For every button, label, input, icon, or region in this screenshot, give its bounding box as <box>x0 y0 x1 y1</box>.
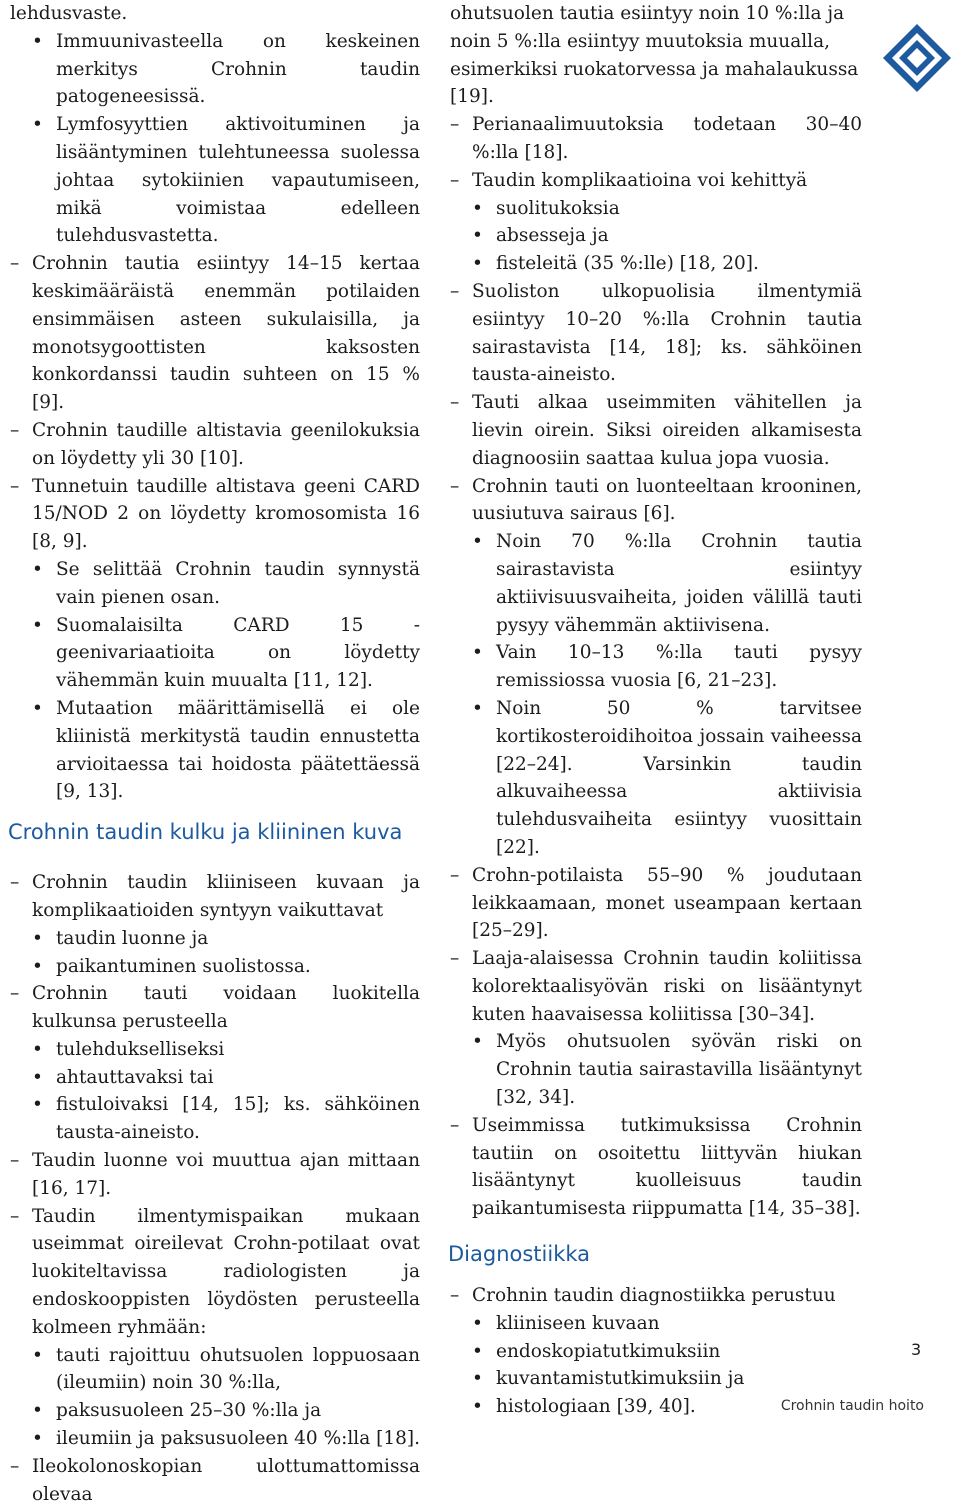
item-text: histologiaan [39, 40]. <box>496 1396 696 1418</box>
dash-marker: – <box>450 1114 460 1136</box>
item-text: Lymfosyyttien aktivoituminen ja lisääntyminen tulehtuneessa suolessa johtaa sytokiinien vapautumiseen, mikä voimistaa edelleen tulehdusvastetta. <box>56 114 420 247</box>
item-text: Useimmissa tutkimuksissa Crohnin tautiin on osoitettu liittyvän hiukan lisääntynyt kuolleisuus taudin paikantumisesta riippumatta [14, 35–38]. <box>472 1114 862 1220</box>
bullet-item <box>10 953 420 981</box>
item-text: lehdusvaste. <box>10 3 128 24</box>
item-text: paksusuoleen 25–30 %:lla ja <box>56 1400 322 1422</box>
bullet-marker: • <box>472 642 483 664</box>
bullet-item <box>450 639 862 695</box>
bullet-marker: • <box>32 697 43 719</box>
dash-item <box>450 111 862 167</box>
left-column <box>10 0 420 1508</box>
bullet-item <box>450 1028 862 1111</box>
bullet-marker: • <box>32 927 43 949</box>
bullet-item <box>10 556 420 612</box>
dash-marker: – <box>10 1205 20 1227</box>
item-text: Laaja-alaisessa Crohnin taudin koliitissa kolorektaalisyövän riski on lisääntynyt kuten haavaisessa koliitissa [30–34]. <box>472 948 862 1025</box>
bullet-marker: • <box>472 531 483 553</box>
bullet-marker: • <box>472 253 483 275</box>
item-text: Crohnin taudin kliiniseen kuvaan ja komplikaatioiden syntyyn vaikuttavat <box>32 872 420 921</box>
bullet-marker: • <box>472 1396 483 1418</box>
dash-marker: – <box>10 253 20 275</box>
bullet-item <box>10 925 420 953</box>
item-text: Noin 70 %:lla Crohnin tautia sairastavista esiintyy aktiivisuusvaiheita, joiden välillä tauti pysyy vähemmän aktiivisena. <box>496 531 862 636</box>
item-text: Taudin ilmentymispaikan mukaan useimmat oireilevat Crohn-potilaat ovat luokiteltavissa radiologisten ja endoskooppisten löydösten perusteella kolmeen ryhmään: <box>32 1205 420 1338</box>
bullet-marker: • <box>32 1428 43 1450</box>
item-text: kliiniseen kuvaan <box>496 1312 660 1334</box>
item-text: Crohnin taudille altistavia geenilokuksia on löydetty yli 30 [10]. <box>32 419 420 469</box>
item-text: tulehdukselliseksi <box>56 1038 225 1060</box>
bullet-item <box>450 1338 862 1366</box>
bullet-item <box>10 111 420 250</box>
bullet-marker: • <box>472 225 483 247</box>
bullet-marker: • <box>32 1400 43 1422</box>
bullet-item <box>450 222 862 250</box>
item-text: tauti rajoittuu ohutsuolen loppuosaan (ileumiin) noin 30 %:lla, <box>56 1344 420 1394</box>
item-text: Crohnin tauti voidaan luokitella kulkunsa perusteella <box>32 983 420 1033</box>
right-column <box>450 0 862 1421</box>
bullet-marker: • <box>32 955 43 977</box>
item-text: Se selittää Crohnin taudin synnystä vain pienen osan. <box>56 558 420 608</box>
item-text: Crohnin taudin diagnostiikka perustuu <box>472 1285 836 1307</box>
section-heading-kulku: Crohnin taudin kulku ja kliininen kuva <box>8 820 403 845</box>
bullet-item <box>450 250 862 278</box>
bullet-item <box>10 1425 420 1453</box>
bullet-marker: • <box>472 1312 483 1334</box>
bullet-marker: • <box>32 30 43 52</box>
dash-marker: – <box>450 948 460 970</box>
item-text: Tauti alkaa useimmiten vähitellen ja lievin oirein. Siksi oireiden alkamisesta diagnoosiin saattaa kulua jopa vuosia. <box>472 392 862 469</box>
bullet-marker: • <box>32 614 43 636</box>
item-text: paikantuminen suolistossa. <box>56 955 311 977</box>
bullet-item <box>10 1091 420 1147</box>
dash-marker: – <box>450 864 460 886</box>
item-text: Myös ohutsuolen syövän riski on Crohnin tautia sairastavilla lisääntynyt [32, 34]. <box>496 1031 862 1109</box>
dash-item <box>10 417 420 473</box>
item-text: ahtauttavaksi tai <box>56 1066 214 1088</box>
bullet-marker: • <box>472 1340 483 1362</box>
item-text: Ileokolonoskopian ulottumattomissa olevaa <box>32 1455 420 1505</box>
item-text: Noin 50 % tarvitsee kortikosteroidihoitoa jossain vaiheessa [22–24]. Varsinkin taudin alkuvaiheessa aktiivisia tulehdusvaiheita esiintyy vuosittain [22]. <box>496 697 862 858</box>
item-text: Crohnin tautia esiintyy 14–15 kertaa keskimääräistä enemmän potilaiden ensimmäisen asteen sukulaisilla, ja monotsygoottisten kaksosten konkordanssi taudin suhteen on 15 % [9]. <box>32 253 420 414</box>
dash-item <box>10 1453 420 1508</box>
bullet-marker: • <box>472 1368 483 1390</box>
item-text: Mutaation määrittämisellä ei ole kliinistä merkitystä taudin ennustetta arvioitaessa tai hoidosta päätettäessä [9, 13]. <box>56 697 420 803</box>
item-text: Suoliston ulkopuolisia ilmentymiä esiintyy 10–20 %:lla Crohnin tautia sairastavista [14, 18]; ks. sähköinen tausta-aineisto. <box>472 280 862 386</box>
item-text: ileumiin ja paksusuoleen 40 %:lla [18]. <box>56 1428 420 1450</box>
item-text: endoskopiatutkimuksiin <box>496 1340 721 1362</box>
dash-marker: – <box>10 983 20 1005</box>
dash-marker: – <box>450 392 460 414</box>
dash-item <box>450 389 862 472</box>
left-items-after <box>10 869 420 1508</box>
item-text: kuvantamistutkimuksiin ja <box>496 1368 745 1390</box>
item-text: Crohn-potilaista 55–90 % joudutaan leikkaamaan, monet useampaan kertaan [25–29]. <box>472 864 862 942</box>
item-text: Suomalaisilta CARD 15 -geenivariaatioita on löydetty vähemmän kuin muualta [11, 12]. <box>56 614 420 692</box>
dash-item <box>450 945 862 1028</box>
dash-marker: – <box>10 1455 20 1477</box>
bullet-marker: • <box>32 1094 43 1116</box>
dash-item <box>450 473 862 529</box>
dash-marker: – <box>10 872 20 894</box>
dash-item <box>450 278 862 389</box>
item-text: Taudin luonne voi muuttua ajan mittaan [16, 17]. <box>32 1150 420 1199</box>
bullet-item <box>450 695 862 862</box>
dash-item <box>10 980 420 1036</box>
dash-marker: – <box>450 280 460 302</box>
item-text: Crohnin tauti on luonteeltaan krooninen, uusiutuva sairaus [6]. <box>472 475 862 525</box>
item-text: absesseja ja <box>496 225 609 247</box>
bullet-marker: • <box>32 114 43 136</box>
bullet-marker: • <box>472 697 483 719</box>
item-text: Vain 10–13 %:lla tauti pysyy remissiossa vuosia [6, 21–23]. <box>496 642 862 692</box>
dash-marker: – <box>10 1150 20 1172</box>
item-text: Taudin komplikaatioina voi kehittyä <box>472 169 808 191</box>
page-number: 3 <box>911 1340 922 1359</box>
dash-marker: – <box>10 475 20 497</box>
item-text: suolitukoksia <box>496 197 620 219</box>
dash-item <box>450 862 862 945</box>
dash-marker: – <box>450 169 460 191</box>
right-items-before <box>450 0 862 1223</box>
left-items-before <box>10 0 420 806</box>
bullet-item <box>10 1342 420 1398</box>
bullet-marker: • <box>32 558 43 580</box>
bullet-item <box>450 528 862 639</box>
dash-item <box>450 1282 862 1310</box>
item-text: Immuunivasteella on keskeinen merkitys Crohnin taudin patogeneesissä. <box>56 30 420 108</box>
bullet-marker: • <box>32 1038 43 1060</box>
bullet-item <box>450 1310 862 1338</box>
bullet-item <box>10 695 420 806</box>
item-text: fisteleitä (35 %:lle) [18, 20]. <box>496 253 759 275</box>
dash-item <box>450 167 862 195</box>
dash-item <box>10 1203 420 1342</box>
item-text: fistuloivaksi [14, 15]; ks. sähköinen tausta-aineisto. <box>56 1094 420 1144</box>
bullet-marker: • <box>32 1066 43 1088</box>
footer-title: Crohnin taudin hoito <box>780 1398 924 1414</box>
dash-item <box>10 869 420 925</box>
dash-item <box>10 250 420 417</box>
section-heading-diagnostiikka: Diagnostiikka <box>448 1242 591 1267</box>
bullet-marker: • <box>472 197 483 219</box>
dash-marker: – <box>450 114 460 136</box>
bullet-item <box>450 1365 862 1393</box>
bullet-marker: • <box>32 1344 43 1366</box>
bullet-item <box>10 1036 420 1064</box>
dash-item <box>10 1147 420 1203</box>
item-text: Tunnetuin taudille altistava geeni CARD 15/NOD 2 on löydetty kromosomista 16 [8, 9]. <box>32 475 420 553</box>
dash-marker: – <box>450 475 460 497</box>
bullet-item <box>10 1397 420 1425</box>
bullet-marker: • <box>472 1031 483 1053</box>
dash-marker: – <box>10 419 20 441</box>
item-text: taudin luonne ja <box>56 927 209 949</box>
continuation-text <box>450 0 862 111</box>
bullet-item <box>10 28 420 111</box>
diamond-logo-icon <box>881 22 953 94</box>
continuation-text <box>10 0 420 28</box>
item-text: Perianaalimuutoksia todetaan 30–40 %:lla [18]. <box>472 114 862 163</box>
item-text: ohutsuolen tautia esiintyy noin 10 %:lla ja noin 5 %:lla esiintyy muutoksia muualla, esimerkiksi ruokatorvessa ja mahalaukussa [19]. <box>450 3 859 108</box>
bullet-item <box>10 612 420 695</box>
bullet-item <box>450 195 862 223</box>
dash-item <box>10 473 420 556</box>
dash-item <box>450 1112 862 1223</box>
dash-marker: – <box>450 1285 460 1307</box>
bullet-item <box>10 1064 420 1092</box>
